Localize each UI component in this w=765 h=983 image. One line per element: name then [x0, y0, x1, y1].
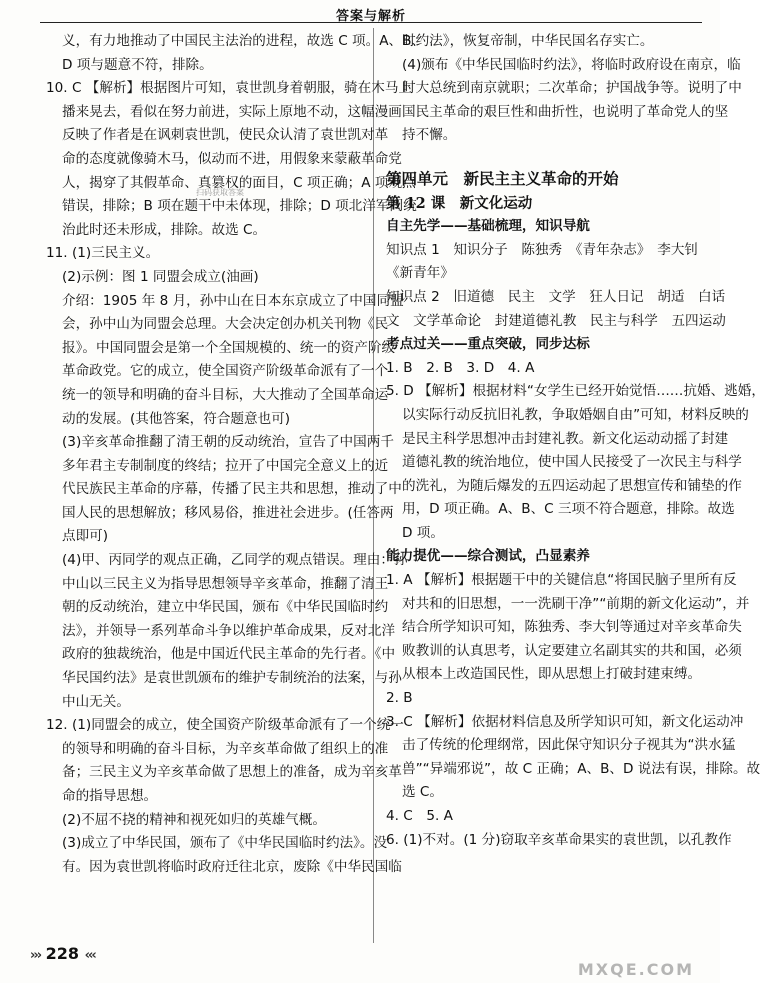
text-line: 1. A 【解析】根据题干中的关键信息“将国民脑子里所有反	[386, 572, 737, 589]
text-line: 用，D 项正确。A、B、C 三项不符合题意，排除。故选	[402, 501, 735, 518]
text-line: 3. C 【解析】依据材料信息及所学知识可知，新文化运动冲	[386, 713, 744, 730]
page-header	[40, 0, 702, 24]
text-line: 政府的独裁统治，他是中国近代民主革命的先行者。《中	[62, 646, 396, 663]
text-line: 统一的领导和明确的奋斗目标，大大推动了全国革命运	[62, 386, 389, 403]
text-line: 治此时还未形成，排除。故选 C。	[62, 221, 267, 238]
text-line: 报》。中国同盟会是第一个全国规模的、统一的资产阶级	[62, 339, 396, 356]
text-line: 道德礼教的统治地位，使中国人民接受了一次民主与科学	[402, 454, 742, 471]
text-line: (2)不屈不挠的精神和视死如归的英雄气概。	[62, 811, 326, 828]
text-line: 败教训的认真思考，认定要建立名副其实的共和国，必须	[402, 642, 742, 659]
text-line: 击了传统的伦理纲常，因此保守知识分子视其为“洪水猛	[402, 737, 736, 754]
page-number	[30, 944, 95, 963]
text-line: 备；三民主义为辛亥革命做了思想上的准备，成为辛亥革	[62, 764, 402, 781]
page-number-text: 228	[45, 944, 80, 963]
text-line: 国人民的思想解放；移风易俗，推进社会进步。(任答两	[62, 504, 394, 521]
text-line: 的洗礼，为随后爆发的五四运动起了思想宣传和铺垫的作	[402, 477, 742, 494]
text-line: 是民主科学思想冲击封建礼教。新文化运动动摇了封建	[402, 430, 729, 447]
text-line: 法》，并领导一系列革命斗争以维护革命成果，反对北洋	[62, 622, 396, 639]
text-line: D 项与题意不符，排除。	[62, 56, 213, 73]
text-line: 11. (1)三民主义。	[46, 245, 160, 262]
text-line: 的领导和明确的奋斗目标，为辛亥革命做了组织上的准	[62, 740, 389, 757]
section-title: 能力提优——综合测试，凸显素养	[386, 548, 590, 565]
text-line: 知识点 2 旧道德 民主 文学 狂人日记 胡适 白话	[386, 288, 726, 305]
text-line: 播来晃去，看似在努力前进，实际上原地不动，这幅漫画	[62, 103, 402, 120]
text-line: 人，揭穿了其假革命、真篡权的面目，C 项正确；A 项观点	[62, 174, 416, 191]
text-line: 从根本上改造国民性，即从思想上打破封建束缚。	[402, 666, 702, 683]
text-line: (4)颁布《中华民国临时约法》，将临时政府设在南京，临	[402, 56, 741, 73]
text-line: 12. (1)同盟会的成立，使全国资产阶级革命派有了一个统一	[46, 717, 404, 734]
text-line: 《新青年》	[386, 265, 454, 282]
text-line: (4)甲、丙同学的观点正确，乙同学的观点错误。理由：孙	[62, 552, 408, 569]
text-line: 有。因为袁世凯将临时政府迁往北京，废除《中华民国临	[62, 858, 402, 875]
right-column	[386, 30, 765, 852]
unit-title: 第四单元 新民主主义革命的开始	[386, 169, 619, 188]
text-line: 2. B	[386, 690, 413, 707]
text-line: 时大总统到南京就职；二次革命；护国战争等。说明了中	[402, 80, 742, 97]
text-line: 对共和的旧思想，一一洗刷干净”“前期的新文化运动”，并	[402, 595, 750, 612]
text-line: 4. C 5. A	[386, 808, 453, 824]
text-line: 结合所学知识可知，陈独秀、李大钊等通过对辛亥革命失	[402, 619, 742, 636]
text-line: 10. C 【解析】根据图片可知，袁世凯身着朝服，骑在木马上	[46, 80, 413, 97]
text-line: 错误，排除；B 项在题干中未体现，排除；D 项北洋军阀统	[62, 198, 417, 215]
text-line: 会，孙中山为同盟会总理。大会决定创办机关刊物《民	[62, 316, 389, 333]
section-title: 考点过关——重点突破，同步达标	[386, 336, 590, 353]
section-title: 自主先学——基础梳理，知识导航	[386, 218, 590, 235]
text-line	[386, 148, 704, 162]
text-line: 命的指导思想。	[62, 788, 158, 804]
text-line: 持不懈。	[402, 127, 457, 144]
text-line: (3)辛亥革命推翻了清王朝的反动统治，宣告了中国两千	[62, 434, 394, 451]
text-line: 中山无关。	[62, 693, 130, 710]
text-line: 文 文学革命论 封建道德礼教 民主与科学 五四运动	[386, 312, 726, 329]
text-line: 以实际行动反抗旧礼教，争取婚姻自由”可知，材料反映的	[402, 406, 749, 423]
text-line: 华民国约法》是袁世凯颁布的维护专制统治的法案，与孙	[62, 670, 402, 687]
text-line: 5. D 【解析】根据材料“女学生已经开始觉悟……抗婚、逃婚，	[386, 383, 765, 400]
text-line: (3)成立了中华民国，颁布了《中华民国临时约法》。没	[62, 835, 388, 852]
text-line: 知识点 1 知识分子 陈独秀 《青年杂志》 李大钊	[386, 241, 699, 258]
text-line: 介绍：1905 年 8 月，孙中山在日本东京成立了中国同盟	[62, 292, 404, 309]
text-line: 革命政党。它的成立，使全国资产阶级革命派有了一个	[62, 363, 389, 380]
text-line: 1. B 2. B 3. D 4. A	[386, 359, 535, 376]
text-line: 时约法》，恢复帝制，中华民国名存实亡。	[402, 33, 654, 49]
text-line: 国民主革命的艰巨性和曲折性，也说明了革命党人的坚	[402, 103, 729, 120]
header-title: 答案与解析	[335, 9, 406, 24]
text-line: D 项。	[402, 524, 444, 541]
header-rule	[40, 22, 702, 23]
text-line: 兽”“异端邪说”，故 C 正确；A、B、D 说法有误，排除。故	[402, 760, 761, 777]
text-line: 动的发展。(其他答案，符合题意也可)	[62, 410, 291, 427]
arrow-right-icon: ‹‹‹	[84, 948, 95, 963]
text-line: (2)示例：图 1 同盟会成立(油画)	[62, 268, 259, 285]
text-line: 义，有力地推动了中国民主法治的进程，故选 C 项。A、B、	[62, 33, 426, 49]
stamp-text: 扫码获取答案	[196, 188, 244, 197]
lesson-title: 第 12 课 新文化运动	[386, 194, 533, 212]
text-line: 6. (1)不对。(1 分)窃取辛亥革命果实的袁世凯，以孔教作	[386, 831, 732, 848]
text-line: 命的态度就像骑木马，似动而不进，用假象来蒙蔽革命党	[62, 150, 402, 167]
text-line: 代民族民主革命的序幕，传播了民主共和思想，推动了中	[62, 481, 402, 498]
text-line: 多年君主专制制度的终结；拉开了中国完全意义上的近	[62, 457, 389, 474]
text-line: 反映了作者是在讽刺袁世凯，使民众认清了袁世凯对革	[62, 127, 389, 144]
text-line: 朝的反动统治，建立中华民国，颁布《中华民国临时约	[62, 599, 389, 616]
watermark-url: MXQE.COM	[577, 960, 694, 979]
text-line: 点即可)	[62, 528, 109, 545]
arrow-left-icon: ›››	[30, 948, 41, 963]
text-line: 选 C。	[402, 784, 444, 801]
text-line: 中山以三民主义为指导思想领导辛亥革命，推翻了清王	[62, 575, 389, 592]
